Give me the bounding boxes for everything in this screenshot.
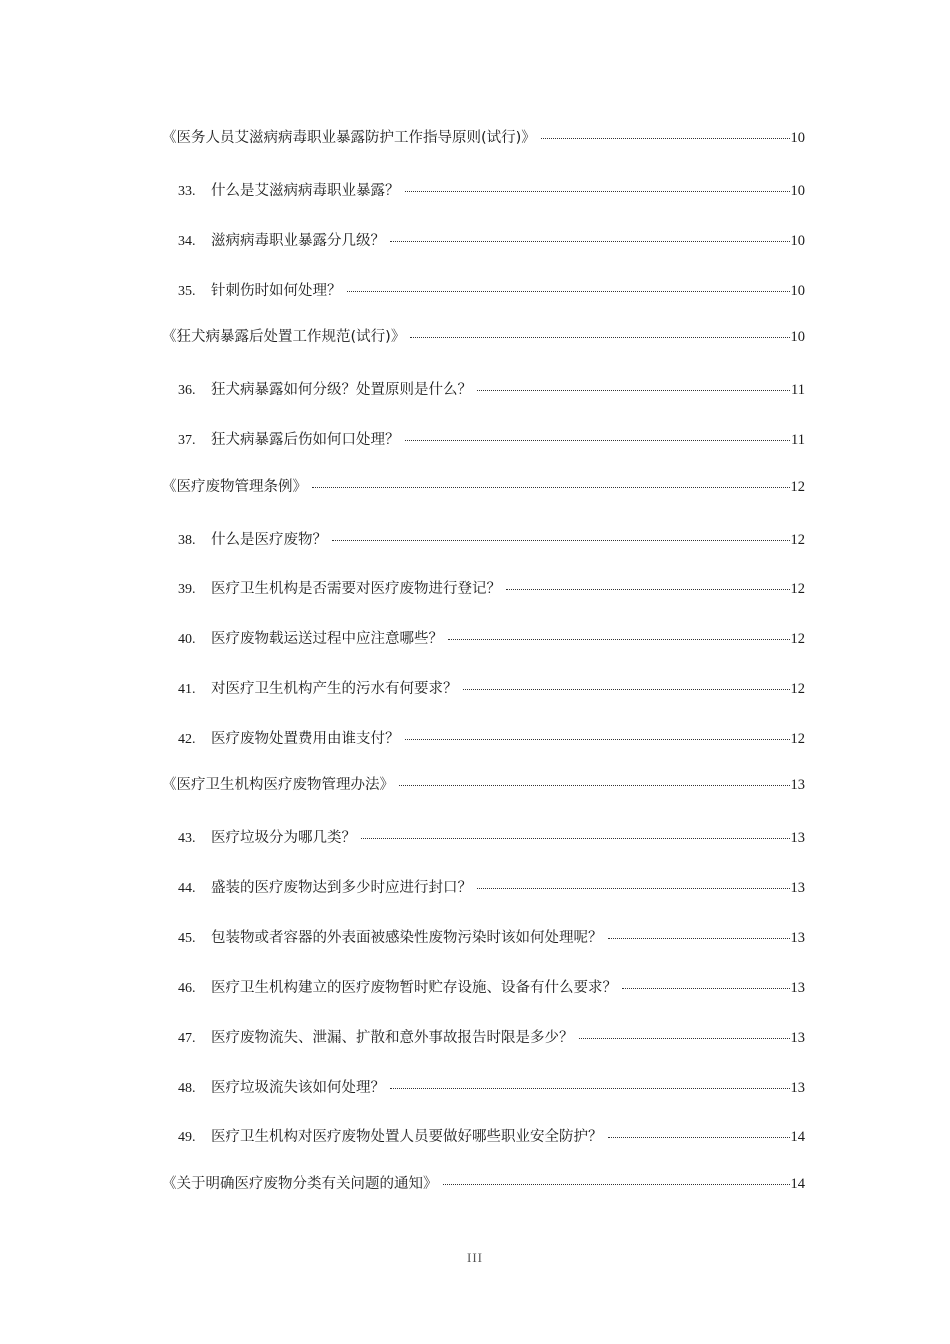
toc-dot-leader: [405, 440, 791, 441]
toc-dot-leader: [332, 540, 790, 541]
toc-item-number: 34.: [178, 234, 196, 249]
toc-item-title: 包装物或者容器的外表面被感染性废物污染时该如何处理呢？: [211, 930, 603, 946]
toc-item-number: 44.: [178, 881, 196, 896]
toc-item-title: 什么是艾滋病病毒职业暴露？: [211, 183, 400, 199]
toc-dot-leader: [390, 241, 790, 242]
toc-item-title: 狂犬病暴露如何分级？处置原则是什么？: [211, 382, 472, 398]
toc-page-number: 13: [790, 1030, 805, 1046]
toc-item-number: 49.: [178, 1130, 196, 1145]
toc-page-number: 13: [790, 880, 805, 896]
toc-item-entry[interactable]: [178, 926, 805, 952]
toc-item-entry[interactable]: [178, 528, 805, 554]
toc-dot-leader: [405, 191, 790, 192]
toc-item-title: 医疗垃圾流失该如何处理？: [211, 1080, 385, 1096]
toc-item-entry[interactable]: [178, 727, 805, 753]
toc-item-entry[interactable]: [178, 976, 805, 1002]
toc-section-title: 《医疗卫生机构医疗废物管理办法》: [162, 777, 394, 793]
toc-section-title: 《狂犬病暴露后处置工作规范(试行)》: [162, 329, 406, 345]
toc-item-title: 盛装的医疗废物达到多少时应进行封口？: [211, 880, 472, 896]
toc-dot-leader: [399, 785, 790, 786]
toc-item-title: 针刺伤时如何处理？: [211, 283, 342, 299]
toc-item-title: 医疗废物载运送过程中应注意哪些？: [211, 631, 443, 647]
toc-item-title: 什么是医疗废物？: [211, 532, 327, 548]
toc-item-number: 46.: [178, 981, 196, 996]
toc-item-number: 40.: [178, 632, 196, 647]
toc-dot-leader: [463, 689, 790, 690]
toc-item-entry[interactable]: [178, 1125, 805, 1151]
toc-section-title: 《医疗废物管理条例》: [162, 479, 307, 495]
toc-page-number: 10: [790, 183, 805, 199]
toc-section-entry[interactable]: [162, 475, 805, 501]
toc-item-title: 滋病病毒职业暴露分几级？: [211, 233, 385, 249]
toc-page-number: 13: [790, 1080, 805, 1096]
toc-item-number: 43.: [178, 831, 196, 846]
toc-page-number: 12: [790, 581, 805, 597]
toc-item-entry[interactable]: [178, 1076, 805, 1102]
toc-item-number: 36.: [178, 383, 196, 398]
toc-dot-leader: [608, 938, 790, 939]
toc-page-number: 10: [790, 329, 805, 345]
toc-item-entry[interactable]: [178, 876, 805, 902]
toc-item-number: 37.: [178, 433, 196, 448]
toc-page-number: 10: [790, 130, 805, 146]
toc-page-number: 11: [791, 432, 805, 448]
toc-item-entry[interactable]: [178, 378, 805, 404]
toc-item-title: 医疗废物流失、泄漏、扩散和意外事故报告时限是多少？: [211, 1030, 574, 1046]
toc-page-number: 13: [790, 980, 805, 996]
toc-page-number: 12: [790, 532, 805, 548]
toc-dot-leader: [608, 1137, 790, 1138]
toc-item-title: 医疗废物处置费用由谁支付？: [211, 731, 400, 747]
toc-item-title: 医疗卫生机构是否需要对医疗废物进行登记？: [211, 581, 501, 597]
toc-item-number: 38.: [178, 533, 196, 548]
toc-item-entry[interactable]: [178, 1026, 805, 1052]
toc-item-title: 医疗卫生机构建立的医疗废物暂时贮存设施、设备有什么要求？: [211, 980, 617, 996]
toc-item-number: 47.: [178, 1031, 196, 1046]
toc-dot-leader: [390, 1088, 790, 1089]
toc-item-title: 对医疗卫生机构产生的污水有何要求？: [211, 681, 458, 697]
toc-item-entry[interactable]: [178, 179, 805, 205]
toc-dot-leader: [541, 138, 790, 139]
toc-page-number: 14: [790, 1129, 805, 1145]
toc-dot-leader: [312, 487, 790, 488]
footer-page-number: III: [467, 1250, 483, 1265]
toc-item-entry[interactable]: [178, 428, 805, 454]
toc-dot-leader: [443, 1184, 790, 1185]
toc-item-number: 39.: [178, 582, 196, 597]
toc-page-number: 10: [790, 283, 805, 299]
toc-item-title: 医疗卫生机构对医疗废物处置人员要做好哪些职业安全防护？: [211, 1129, 603, 1145]
toc-section-entry[interactable]: [162, 773, 805, 799]
toc-item-entry[interactable]: [178, 279, 805, 305]
toc-dot-leader: [506, 589, 790, 590]
toc-page-number: 12: [790, 681, 805, 697]
toc-dot-leader: [579, 1038, 790, 1039]
toc-page-number: 14: [790, 1176, 805, 1192]
toc-dot-leader: [410, 337, 789, 338]
toc-item-number: 33.: [178, 184, 196, 199]
toc-dot-leader: [347, 291, 790, 292]
toc-item-title: 狂犬病暴露后伤如何口处理？: [211, 432, 400, 448]
toc-page-number: 13: [790, 777, 805, 793]
toc-dot-leader: [405, 739, 790, 740]
toc-item-entry[interactable]: [178, 627, 805, 653]
toc-dot-leader: [622, 988, 790, 989]
toc-item-entry[interactable]: [178, 229, 805, 255]
toc-section-entry[interactable]: [162, 325, 805, 351]
toc-section-title: 《医务人员艾滋病病毒职业暴露防护工作指导原则(试行)》: [162, 130, 536, 146]
toc-page-number: 13: [790, 830, 805, 846]
toc-section-entry[interactable]: [162, 126, 805, 152]
toc-page-number: 13: [790, 930, 805, 946]
toc-item-title: 医疗垃圾分为哪几类？: [211, 830, 356, 846]
toc-item-entry[interactable]: [178, 577, 805, 603]
toc-dot-leader: [448, 639, 790, 640]
toc-item-number: 48.: [178, 1081, 196, 1096]
toc-page-number: 12: [790, 731, 805, 747]
toc-section-entry[interactable]: [162, 1172, 805, 1198]
toc-page-number: 10: [790, 233, 805, 249]
toc-page-number: 12: [790, 631, 805, 647]
toc-item-number: 41.: [178, 682, 196, 697]
toc-item-number: 42.: [178, 732, 196, 747]
toc-item-entry[interactable]: [178, 826, 805, 852]
toc-section-title: 《关于明确医疗废物分类有关问题的通知》: [162, 1176, 438, 1192]
toc-item-number: 35.: [178, 284, 196, 299]
toc-item-entry[interactable]: [178, 677, 805, 703]
toc-page-number: 12: [790, 479, 805, 495]
toc-dot-leader: [361, 838, 790, 839]
toc-dot-leader: [477, 888, 790, 889]
toc-dot-leader: [477, 390, 790, 391]
toc-page-number: 11: [791, 382, 805, 398]
toc-item-number: 45.: [178, 931, 196, 946]
